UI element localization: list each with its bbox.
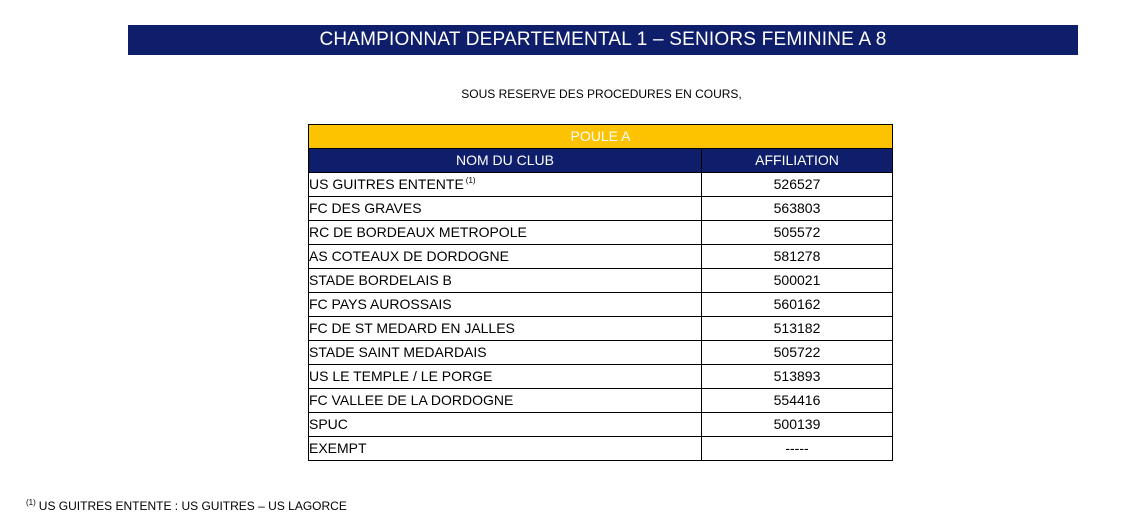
affiliation-cell: 500139 [702,413,893,437]
club-name-cell [309,221,702,245]
club-name: AS COTEAUX DE DORDOGNE [309,248,509,264]
affiliation-cell: 563803 [702,197,893,221]
table-row [309,317,893,341]
club-name: FC DE ST MEDARD EN JALLES [309,320,515,336]
club-name-cell [309,293,702,317]
affiliation-cell: 500021 [702,269,893,293]
affiliation-cell: 581278 [702,245,893,269]
club-name: FC PAYS AUROSSAIS [309,296,452,312]
club-name: STADE BORDELAIS B [309,272,452,288]
table-row [309,389,893,413]
club-name-cell [309,389,702,413]
subtitle: SOUS RESERVE DES PROCEDURES EN COURS, [461,87,742,101]
table-row [309,221,893,245]
table-row [309,341,893,365]
table-row [309,269,893,293]
footnote [26,499,347,513]
club-name-cell [309,437,702,461]
poule-label: POULE A [309,125,893,149]
affiliation-cell: 513893 [702,365,893,389]
club-name: SPUC [309,416,348,432]
clubs-table [308,124,893,461]
club-name-cell [309,245,702,269]
table-row [309,413,893,437]
poule-header-row [309,125,893,149]
club-name: US LE TEMPLE / LE PORGE [309,368,493,384]
affiliation-cell: ----- [702,437,893,461]
club-name-cell [309,197,702,221]
club-footnote-ref: (1) [465,176,476,186]
page-title [128,25,1078,55]
club-name-cell [309,269,702,293]
club-name: FC VALLEE DE LA DORDOGNE [309,392,514,408]
club-name-cell [309,317,702,341]
table-row [309,437,893,461]
page-title-text: CHAMPIONNAT DEPARTEMENTAL 1 – SENIORS FEMININE A 8 [319,29,887,50]
column-header-row [309,149,893,173]
column-header-club: NOM DU CLUB [309,149,702,173]
club-name: FC DES GRAVES [309,200,422,216]
affiliation-cell: 513182 [702,317,893,341]
club-name: RC DE BORDEAUX METROPOLE [309,224,527,240]
table-row [309,173,893,197]
club-name: STADE SAINT MEDARDAIS [309,344,487,360]
club-name: EXEMPT [309,440,367,456]
affiliation-cell: 505572 [702,221,893,245]
affiliation-cell: 505722 [702,341,893,365]
club-name: US GUITRES ENTENTE [309,176,464,192]
table-row [309,245,893,269]
footnote-text: US GUITRES ENTENTE : US GUITRES – US LAGORCE [38,499,347,513]
club-rows [309,173,893,461]
club-name-cell [309,173,702,197]
table-row [309,365,893,389]
affiliation-cell: 560162 [702,293,893,317]
column-header-affiliation: AFFILIATION [702,149,893,173]
affiliation-cell: 526527 [702,173,893,197]
footnote-ref: (1) [26,498,36,507]
table-row [309,197,893,221]
club-name-cell [309,365,702,389]
table-row [309,293,893,317]
affiliation-cell: 554416 [702,389,893,413]
club-name-cell [309,341,702,365]
club-name-cell [309,413,702,437]
